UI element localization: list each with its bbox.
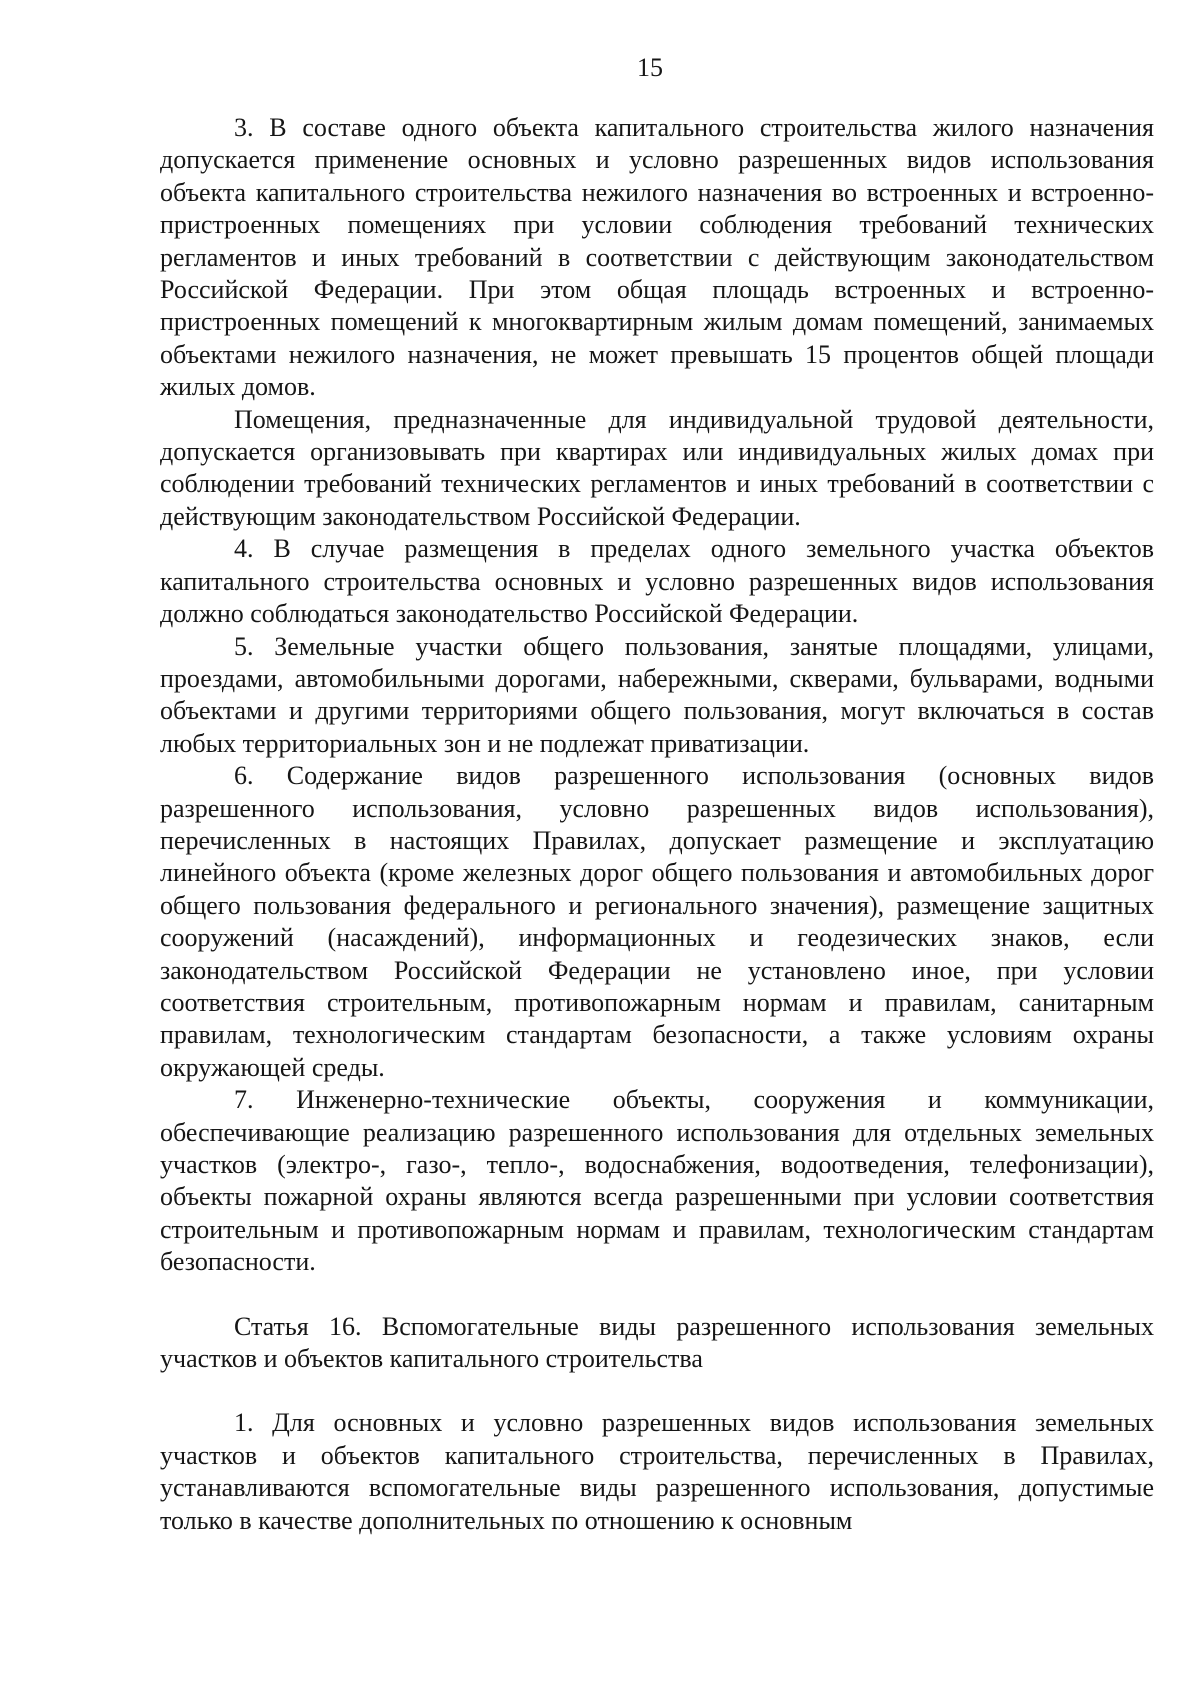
paragraph-premises: Помещения, предназначенные для индивидуальной трудовой деятельности, допускается организовывать при квартирах или индивидуальных жилых домах при соблюдении требований технических регламентов и иных требований в соответствии с действующим законодательством Российской Федерации.: [160, 404, 1154, 531]
paragraph-6: 6. Содержание видов разрешенного использования (основных видов разрешенного использования, условно разрешенных видов использования), перечисленных в настоящих Правилах, допускает размещение и эксплуатацию линейного объекта (кроме железных дорог общего пользования и автомобильных дорог общего пользования федерального и регионального значения), размещение защитных сооружений (насаждений), информационных и геодезических знаков, если законодательством Российской Федерации не установлено иное, при условии соответствия строительным, противопожарным нормам и правилам, санитарным правилам, технологическим стандартам безопасности, а также условиям охраны окружающей среды.: [160, 761, 1154, 1082]
paragraph-3: 3. В составе одного объекта капитального строительства жилого назначения допускается применение основных и условно разрешенных видов использования объекта капитального строительства нежилого назначения во встроенных и встроенно-пристроенных помещениях при условии соблюдения требований технических регламентов и иных требований в соответствии с действующим законодательством Российской Федерации. При этом общая площадь встроенных и встроенно-пристроенных помещений к многоквартирным жилым домам помещений, занимаемых объектами нежилого назначения, не может превышать 15 процентов общей площади жилых домов.: [160, 113, 1154, 402]
document-body: [160, 112, 1154, 1537]
page-number: 15: [637, 53, 663, 82]
paragraph-4: 4. В случае размещения в пределах одного земельного участка объектов капитального строительства основных и условно разрешенных видов использования должно соблюдаться законодательство Российской Федерации.: [160, 534, 1154, 629]
paragraph-5: 5. Земельные участки общего пользования, занятые площадями, улицами, проездами, автомобильными дорогами, набережными, скверами, бульварами, водными объектами и другими территориями общего пользования, могут включаться в состав любых территориальных зон и не подлежат приватизации.: [160, 631, 1154, 758]
article-16-title: Статья 16. Вспомогательные виды разрешенного использования земельных участков и объектов капитального строительства: [160, 1311, 1154, 1374]
article-16-paragraph-1: 1. Для основных и условно разрешенных видов использования земельных участков и объектов капитального строительства, перечисленных в Правилах, устанавливаются вспомогательные виды разрешенного использования, допустимые только в качестве дополнительных по отношению к основным: [160, 1408, 1154, 1535]
paragraph-7: 7. Инженерно-технические объекты, сооружения и коммуникации, обеспечивающие реализацию разрешенного использования для отдельных земельных участков (электро-, газо-, тепло-, водоснабжения, водоотведения, телефонизации), объекты пожарной охраны являются всегда разрешенными при условии соответствия строительным и противопожарным нормам и правилам, технологическим стандартам безопасности.: [160, 1085, 1154, 1277]
